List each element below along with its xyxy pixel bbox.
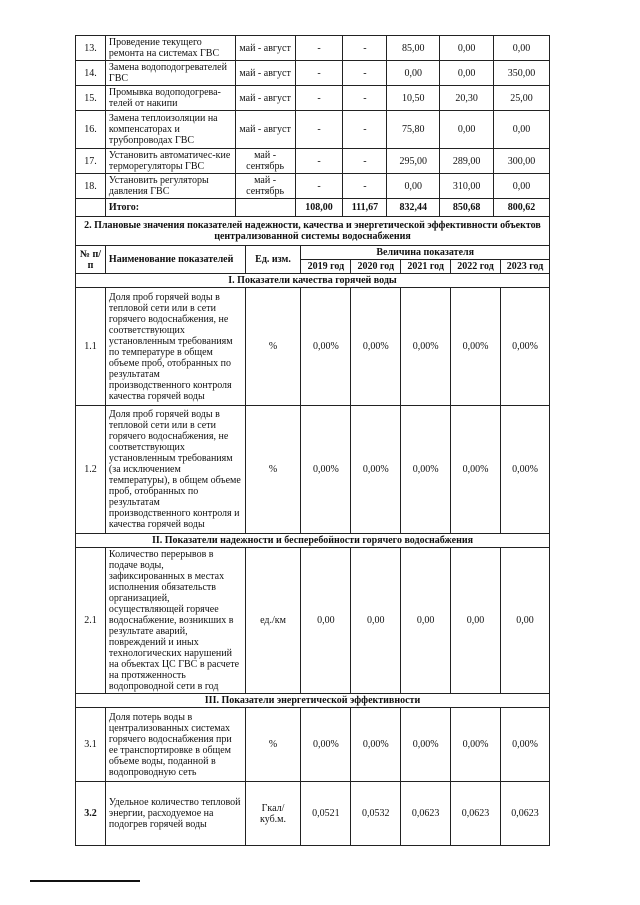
indicator-value: 0,0623 [501, 782, 550, 846]
measure-row [76, 174, 550, 199]
total-cell: 850,68 [440, 199, 494, 217]
measure-row [76, 86, 550, 111]
header-year: 2022 год [451, 260, 501, 274]
measure-name: Проведение текущего ремонта на системах ГВС [105, 36, 235, 61]
section-title: II. Показатели надежности и бесперебойности горячего водоснабжения [76, 534, 550, 548]
indicator-unit: Гкал/ куб.м. [245, 782, 301, 846]
cost-cell: 0,00 [494, 174, 550, 199]
total-empty [76, 199, 106, 217]
indicator-value: 0,00% [501, 708, 550, 782]
cost-cell: 0,00 [494, 36, 550, 61]
indicators-title-row [76, 217, 550, 246]
indicator-value: 0,0521 [301, 782, 351, 846]
total-label: Итого: [105, 199, 235, 217]
section-title: I. Показатели качества горячей воды [76, 274, 550, 288]
indicator-unit: ед./км [245, 548, 301, 694]
indicator-name: Доля проб горячей воды в тепловой сети или в сети горячего водоснабжения, не соответствующих установленным требованиям (за исключением температуры), в общем объеме проб, отобранных по результатам производственного контроля и качества горячей воды [105, 406, 245, 534]
indicator-number: 2.1 [76, 548, 106, 694]
cost-cell: 75,80 [387, 111, 440, 149]
indicator-unit: % [245, 288, 301, 406]
indicator-value: 0,00 [501, 548, 550, 694]
row-number: 16. [76, 111, 106, 149]
cost-cell: 0,00 [440, 111, 494, 149]
cost-cell: 0,00 [387, 174, 440, 199]
indicator-number: 1.1 [76, 288, 106, 406]
measure-name: Установить автоматичес-кие терморегуляторы ГВС [105, 149, 235, 174]
indicator-value: 0,00% [351, 406, 401, 534]
measure-name: Промывка водоподогрева-телей от накипи [105, 86, 235, 111]
cost-cell: 350,00 [494, 61, 550, 86]
indicator-value: 0,00% [501, 288, 550, 406]
indicator-number: 3.2 [76, 782, 106, 846]
indicator-value: 0,00% [401, 708, 451, 782]
measure-period: май - сентябрь [235, 174, 295, 199]
indicator-name: Доля проб горячей воды в тепловой сети или в сети горячего водоснабжения, не соответствующих установленным требованиям по температуре в общем объеме проб, отобранных по результатам производственного контроля качества горячей воды [105, 288, 245, 406]
cost-cell: 289,00 [440, 149, 494, 174]
total-row [76, 199, 550, 217]
indicator-value: 0,00% [401, 288, 451, 406]
total-cell: 111,67 [343, 199, 387, 217]
indicator-value: 0,0532 [351, 782, 401, 846]
indicator-value: 0,00% [501, 406, 550, 534]
cost-cell: - [295, 86, 343, 111]
header-name: Наименование показателей [105, 246, 245, 274]
section-row [76, 694, 550, 708]
indicator-value: 0,00% [351, 708, 401, 782]
indicator-number: 3.1 [76, 708, 106, 782]
cost-cell: - [343, 86, 387, 111]
row-number: 18. [76, 174, 106, 199]
cost-cell: 0,00 [440, 36, 494, 61]
row-number: 14. [76, 61, 106, 86]
cost-cell: - [295, 111, 343, 149]
indicator-value: 0,00 [401, 548, 451, 694]
indicator-value: 0,00% [451, 406, 501, 534]
header-row [76, 246, 550, 260]
indicator-value: 0,00% [451, 708, 501, 782]
measure-name: Замена теплоизоляции на компенсаторах и трубопроводах ГВС [105, 111, 235, 149]
measure-name: Установить регуляторы давления ГВС [105, 174, 235, 199]
measure-row [76, 36, 550, 61]
cost-cell: 0,00 [494, 111, 550, 149]
row-number: 17. [76, 149, 106, 174]
cost-cell: - [343, 111, 387, 149]
cost-cell: 295,00 [387, 149, 440, 174]
section-row [76, 274, 550, 288]
indicator-unit: % [245, 708, 301, 782]
cost-cell: 25,00 [494, 86, 550, 111]
section-title: III. Показатели энергетической эффективности [76, 694, 550, 708]
measure-period: май - август [235, 111, 295, 149]
header-num: № п/п [76, 246, 106, 274]
indicator-name: Доля потерь воды в централизованных системах горячего водоснабжения при ее транспортировке в общем объеме воды, поданной в водопроводную сеть [105, 708, 245, 782]
header-year: 2019 год [301, 260, 351, 274]
cost-cell: 10,50 [387, 86, 440, 111]
indicator-value: 0,0623 [451, 782, 501, 846]
total-cell: 800,62 [494, 199, 550, 217]
indicator-value: 0,00% [301, 708, 351, 782]
measures-table [75, 35, 550, 217]
measure-period: май - август [235, 86, 295, 111]
indicator-number: 1.2 [76, 406, 106, 534]
indicator-row [76, 708, 550, 782]
row-number: 13. [76, 36, 106, 61]
header-year: 2021 год [401, 260, 451, 274]
indicator-row [76, 288, 550, 406]
footer-rule [30, 880, 140, 882]
measure-period: май - август [235, 36, 295, 61]
cost-cell: 0,00 [387, 61, 440, 86]
cost-cell: - [343, 36, 387, 61]
section-row [76, 534, 550, 548]
cost-cell: 300,00 [494, 149, 550, 174]
cost-cell: - [343, 174, 387, 199]
measure-name: Замена водоподогревателей ГВС [105, 61, 235, 86]
row-number: 15. [76, 86, 106, 111]
indicator-value: 0,00% [351, 288, 401, 406]
indicator-value: 0,00 [301, 548, 351, 694]
cost-cell: 0,00 [440, 61, 494, 86]
cost-cell: 85,00 [387, 36, 440, 61]
measure-period: май - август [235, 61, 295, 86]
header-value: Величина показателя [301, 246, 550, 260]
indicator-value: 0,00% [301, 406, 351, 534]
cost-cell: - [343, 61, 387, 86]
cost-cell: - [295, 36, 343, 61]
indicator-row [76, 406, 550, 534]
cost-cell: - [295, 174, 343, 199]
cost-cell: - [295, 61, 343, 86]
indicator-value: 0,0623 [401, 782, 451, 846]
header-year: 2020 год [351, 260, 401, 274]
total-cell: 832,44 [387, 199, 440, 217]
measure-row [76, 61, 550, 86]
indicator-value: 0,00% [451, 288, 501, 406]
indicator-unit: % [245, 406, 301, 534]
indicator-value: 0,00% [401, 406, 451, 534]
indicator-row [76, 548, 550, 694]
header-year: 2023 год [501, 260, 550, 274]
indicator-name: Количество перерывов в подаче воды, зафиксированных в местах исполнения обязательств организацией, осуществляющей горячее водоснабжение, возникших в результате аварий, повреждений и иных технологических нарушений на объектах ЦС ГВС в расчете на протяженность водопроводной сети в год [105, 548, 245, 694]
indicator-name: Удельное количество тепловой энергии, расходуемое на подогрев горячей воды [105, 782, 245, 846]
total-cell: 108,00 [295, 199, 343, 217]
total-empty [235, 199, 295, 217]
cost-cell: - [295, 149, 343, 174]
indicator-value: 0,00% [301, 288, 351, 406]
indicator-value: 0,00 [351, 548, 401, 694]
cost-cell: 20,30 [440, 86, 494, 111]
measure-period: май - сентябрь [235, 149, 295, 174]
header-unit: Ед. изм. [245, 246, 301, 274]
indicator-row [76, 782, 550, 846]
indicator-value: 0,00 [451, 548, 501, 694]
indicators-table [75, 216, 550, 846]
cost-cell: 310,00 [440, 174, 494, 199]
indicators-title: 2. Плановые значения показателей надежности, качества и энергетической эффективности объектов централизованной системы водоснабжения [76, 217, 550, 246]
cost-cell: - [343, 149, 387, 174]
measure-row [76, 111, 550, 149]
measure-row [76, 149, 550, 174]
